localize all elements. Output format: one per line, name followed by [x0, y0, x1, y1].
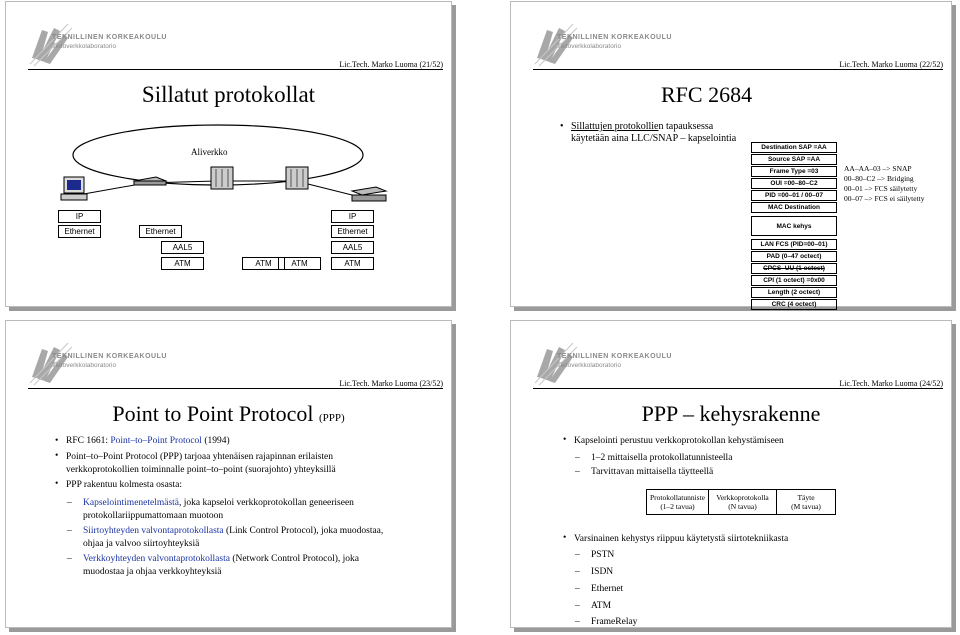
tech-item: – Ethernet — [575, 584, 624, 594]
slide-footer: Lic.Tech. Marko Luoma (21/52) — [339, 60, 443, 69]
stack-cell: AAL5 — [161, 241, 204, 254]
slide-22 — [510, 1, 952, 307]
slide-24 — [510, 320, 952, 628]
note-line: 00–01 –> FCS säilytetty — [844, 184, 918, 193]
slide-title: PPP – kehysrakenne — [641, 401, 821, 426]
bullet-text: • Sillattujen protokollien tapauksessa käytetään aina LLC/SNAP – kapselointia — [560, 121, 737, 144]
frame-field: MAC kehys — [751, 216, 837, 236]
slide-23 — [5, 320, 452, 628]
computer-icon — [61, 177, 87, 200]
pid-notes — [844, 164, 924, 204]
note-line: 00–80–C2 –> Bridging — [844, 174, 914, 183]
stack-cell: IP — [331, 210, 374, 223]
logo-text-university: TEKNILLINEN KORKEAKOULU — [557, 353, 672, 360]
frame-field-padding: Täyte (M tavua) — [776, 489, 836, 515]
logo-text-university: TEKNILLINEN KORKEAKOULU — [52, 34, 167, 41]
slide-footer: Lic.Tech. Marko Luoma (23/52) — [339, 379, 443, 388]
bullet-rfc: • RFC 1661: Point–to–Point Protocol (1994) — [55, 436, 230, 446]
frame-field: Frame Type =03 — [751, 166, 837, 177]
stack-cell: IP — [58, 210, 101, 223]
stack-cell: ATM — [278, 257, 321, 270]
subnet-label: Aliverkko — [191, 147, 228, 157]
header-rule — [533, 388, 943, 389]
header-rule — [28, 388, 443, 389]
slide-title: RFC 2684 — [661, 82, 753, 107]
sub-bullet: – 1–2 mittaisella protokollatunnisteella — [575, 453, 733, 463]
bullet-parts: PPP rakentuu kolmesta osasta: — [66, 480, 183, 490]
sub-bullet-ncp: – Verkkoyhteyden valvontaprotokollasta (Network Control Protocol), joka muodostaa ja ohjaa verkkoyhteyksiä — [67, 554, 359, 577]
sub-bullet-encapsulation: – Kapselointimenetelmästä, joka kapseloi verkkoprotokollan geneeriseen protokollariippumattomaan muotoon — [67, 498, 354, 521]
router-icon — [352, 187, 386, 201]
frame-field: Source SAP =AA — [751, 154, 837, 165]
tech-item: – ATM — [575, 601, 612, 611]
network-diagram — [6, 117, 453, 212]
frame-field: PAD (0–47 octect) — [751, 251, 837, 262]
tech-item: – PSTN — [575, 550, 615, 560]
atm-switch-icon — [211, 167, 233, 189]
logo-text-lab: Tietoverkkolaboratorio — [557, 43, 622, 50]
slide-21 — [5, 1, 452, 307]
stack-cell: AAL5 — [331, 241, 374, 254]
logo-text-lab: Tietoverkkolaboratorio — [557, 362, 622, 369]
slide-footer: Lic.Tech. Marko Luoma (24/52) — [839, 379, 943, 388]
header-rule — [28, 69, 443, 70]
logo-text-university: TEKNILLINEN KORKEAKOULU — [557, 34, 672, 41]
stack-cell: ATM — [331, 257, 374, 270]
tech-item: – ISDN — [575, 567, 614, 577]
logo-text-lab: Tietoverkkolaboratorio — [52, 362, 117, 369]
tech-item: – FrameRelay — [575, 617, 638, 627]
note-line: 00–07 –> FCS ei säilytetty — [844, 194, 925, 203]
slide-title: Point to Point Protocol (PPP) — [112, 401, 345, 426]
stack-cell: Ethernet — [58, 225, 101, 238]
stack-cell: ATM — [242, 257, 285, 270]
bullet-dot: • — [563, 435, 567, 445]
frame-field-protocol-id: Protokollatunniste (1–2 tavua) — [646, 489, 709, 515]
sub-bullet: – Tarvittavan mittaisella täytteellä — [575, 467, 714, 477]
frame-field: Destination SAP =AA — [751, 142, 837, 153]
frame-field: MAC Destination — [751, 202, 837, 213]
frame-field: CRC (4 octect) — [751, 299, 837, 310]
frame-field: OUI =00–80–C2 — [751, 178, 837, 189]
frame-field: CPCS–UU (1 octect) — [751, 263, 837, 274]
frame-field: PID =00–01 / 00–07 — [751, 190, 837, 201]
logo-text-lab: Tietoverkkolaboratorio — [52, 43, 117, 50]
sub-bullet-lcp: – Siirtoyhteyden valvontaprotokollasta (Link Control Protocol), joka muodostaa, ohjaa ja valvoo siirtoyhteyksiä — [67, 526, 384, 549]
frame-field: LAN FCS (PID=00–01) — [751, 239, 837, 250]
stack-cell: Ethernet — [331, 225, 374, 238]
frame-field: CPI (1 octect) =0x00 — [751, 275, 837, 286]
bullet-dot: • — [55, 451, 59, 461]
frame-field: Length (2 octect) — [751, 287, 837, 298]
logo-text-university: TEKNILLINEN KORKEAKOULU — [52, 353, 167, 360]
bullet-framing: Varsinainen kehystys riippuu käytetystä siirtotekniikasta — [574, 534, 789, 544]
stack-cell: Ethernet — [139, 225, 182, 238]
bullet-description: Point–to–Point Protocol (PPP) tarjoaa yhtenäisen rajapinnan erilaisten verkkoprotokollien toiminnalle point–to–point (suorajohto) yhteyksillä — [66, 452, 336, 475]
note-line: AA–AA–03 –> SNAP — [844, 164, 912, 173]
slide-footer: Lic.Tech. Marko Luoma (22/52) — [839, 60, 943, 69]
stack-cell: ATM — [161, 257, 204, 270]
header-rule — [533, 69, 943, 70]
bullet-encapsulation: Kapselointi perustuu verkkoprotokollan kehystämiseen — [574, 436, 784, 446]
frame-field-network-protocol: Verkkoprotokolla (N tavua) — [708, 489, 777, 515]
bullet-dot: • — [563, 533, 567, 543]
bullet-dot: • — [55, 479, 59, 489]
slide-title: Sillatut protokollat — [141, 82, 316, 107]
atm-switch-icon — [286, 167, 308, 189]
